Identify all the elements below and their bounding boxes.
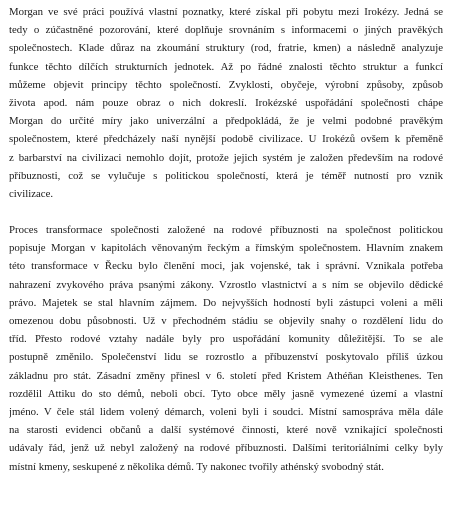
text-line: Proces transformace společnosti založené na rodové příbuznosti na společnost politickou [9,224,443,237]
text-line: udávaly řád, jenž už nebyl založený na rodové příbuznosti. Dalšími teritoriálními celky byly [9,442,443,455]
paragraph-spacer [9,203,443,221]
document-page [9,3,443,476]
text-line: na starosti evidenci občanů a další systémové činnosti, které nově vznikající společnosti [9,424,443,437]
text-line: Morgan do určité míry jako univerzální a předpokládá, že je velmi podobné pravěkým [9,115,443,128]
text-line: jméno. V čele stál lidem volený démarch, voleni byli i soudci. Místní samospráva měla dále [9,405,443,418]
text-line: Morgan ve své práci používá vlastní poznatky, které získal při pobytu mezi Irokézy. Jedná se [9,6,443,18]
text-line: tedy o zúčastněné pozorování, které doplňuje srovnáním s informacemi o jiných pravěkých [9,24,443,37]
text-line: základnu pro stát. Zásadní změny přinesl v 6. století před Kristem Athéňan Kleisthenes. Ten [9,369,443,382]
text-line: můžeme objevit principy těchto společností. Zvyklosti, obyčeje, výrobní způsoby, způsob [9,78,443,91]
text-line: života apod. nám pouze obraz o nich dokreslí. Irokézské uspořádání společnosti chápe [9,96,443,109]
text-line: postupně změnilo. Společenství lidu se rozrostlo a příbuzenství poskytovalo příliš úzkou [9,351,443,364]
paragraph-transformation [9,221,443,476]
text-line: právo. Majetek se stal hlavním zájmem. Do nejvyšších hodností byli zástupci voleni a měli [9,296,443,309]
text-line: nahrazení zvykového práva psanými zákony. Vzrostlo vlastnictví a s ním se objevilo dědické [9,278,443,291]
text-line: místní kmeny, seskupené z několika démů. Ty nakonec tvořily athénský svobodný stát. [9,460,384,473]
text-line: z barbarství na civilizaci nemohlo dojít, protože jejich systém je založen především na rodové [9,151,443,164]
text-line: civilizace. [9,187,54,200]
text-line: omezenou dobu působnosti. Už v přechodném stádiu se objevily snahy o rozdělení lidu do [9,315,443,327]
text-line: funkce těchto dílčích strukturních jednotek. Až po řádné znalosti těchto struktur a funkcí [9,60,443,73]
text-line: rozdělil Attiku do sto démů, neboli obcí. Tyto obce měly jasně vymezené území a vlastní [9,387,443,400]
text-line: této transformace v Řecku bylo členění moci, jak vojenské, tak i správní. Vznikala potřeba [9,260,443,273]
text-line: společnostem, které předcházely naší nynější podobě civilizace. U Irokézů ovšem k přeměně [9,133,443,146]
text-line: příbuznosti, což se vylučuje s politickou společností, která je téměř nutností pro vznik [9,169,443,182]
text-line: popisuje Morgan v kapitolách věnovaným řeckým a římským společnostem. Hlavním znakem [9,242,443,255]
text-line: tříd. Přesto rodové vztahy nadále byly pro uspořádání komunity důležitější. To se ale [9,333,443,346]
paragraph-morgan-method [9,3,443,203]
text-line: společnostech. Klade důraz na zkoumání struktury (rod, fratrie, kmen) a následně analyzuje [9,42,443,55]
